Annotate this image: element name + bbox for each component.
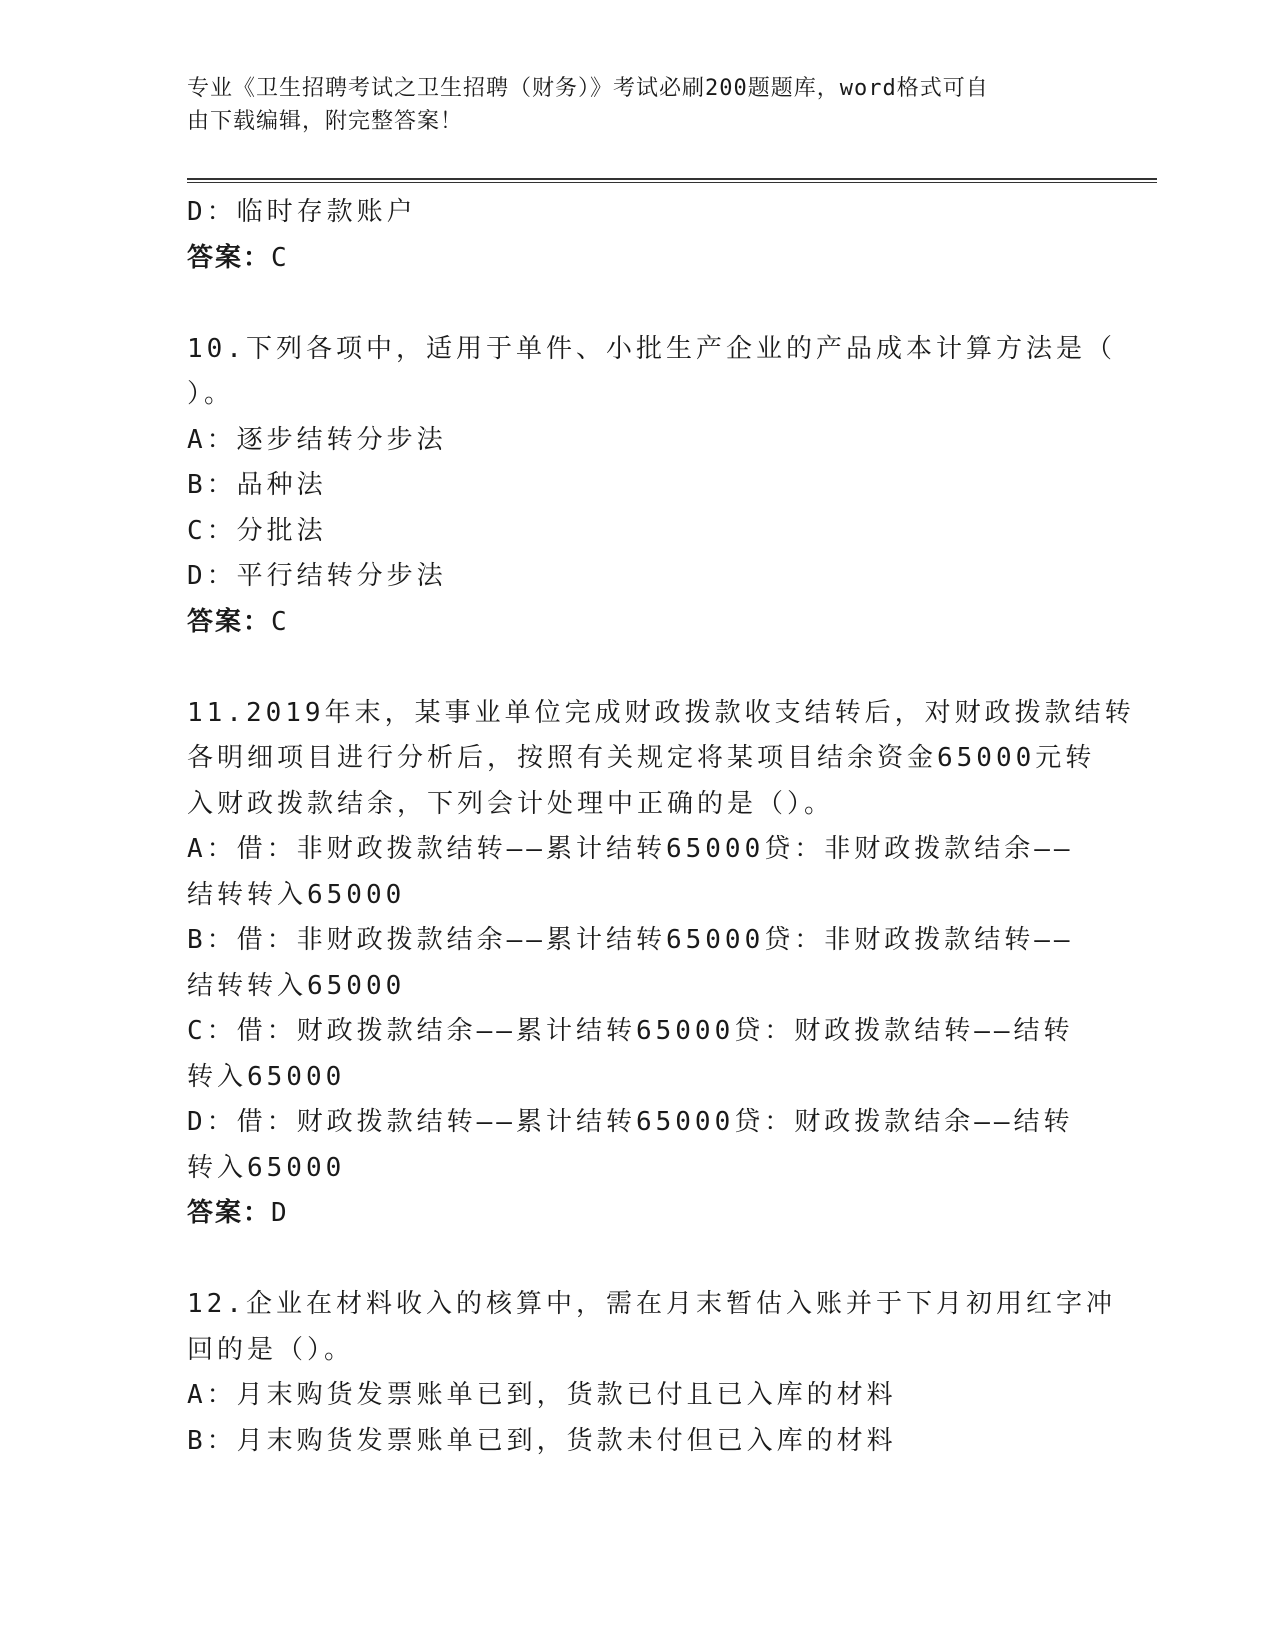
option-b-cont: 结转转入65000	[187, 970, 406, 1001]
answer-value: D	[271, 1198, 289, 1228]
option-a: A：月末购货发票账单已到，货款已付且已入库的材料	[187, 1380, 897, 1410]
header-divider	[187, 178, 1157, 183]
option-c: C：分批法	[187, 515, 327, 546]
answer-line	[187, 1191, 1087, 1237]
option-c-cont: 转入65000	[187, 1061, 346, 1092]
question-11-text-cont: 各明细项目进行分析后，按照有关规定将某项目结余资金65000元转	[187, 743, 1096, 773]
answer-value: C	[271, 242, 289, 273]
question-12-text: 12.企业在材料收入的核算中，需在月末暂估入账并于下月初用红字冲	[187, 1289, 1116, 1319]
answer-label: 答案：	[187, 1198, 272, 1228]
document-header	[187, 72, 1067, 138]
header-line-2: 由下载编辑，附完整答案！	[187, 109, 464, 134]
option-b: B：品种法	[187, 470, 327, 500]
question-10-text-cont: ）。	[187, 379, 235, 409]
option-b: B：月末购货发票账单已到，货款未付但已入库的材料	[187, 1425, 897, 1456]
option-a: A：逐步结转分步法	[187, 424, 447, 455]
answer-line	[187, 600, 1087, 646]
option-a-cont: 结转转入65000	[187, 879, 406, 910]
option-d: D：临时存款账户	[187, 197, 417, 227]
answer-label: 答案：	[187, 606, 272, 637]
answer-line	[187, 236, 1087, 282]
option-d-cont: 转入65000	[187, 1152, 346, 1183]
spacer	[187, 645, 1087, 691]
option-a: A：借：非财政拨款结转——累计结转65000贷：非财政拨款结余——	[187, 834, 1074, 864]
header-line-1: 专业《卫生招聘考试之卫生招聘（财务）》考试必刷200题题库，word格式可自	[187, 76, 989, 101]
option-b: B：借：非财政拨款结余——累计结转65000贷：非财政拨款结转——	[187, 925, 1074, 955]
question-12-text-cont: 回的是（）。	[187, 1334, 355, 1365]
question-10-text: 10.下列各项中，适用于单件、小批生产企业的产品成本计算方法是（	[187, 333, 1116, 364]
answer-value: C	[271, 606, 289, 637]
answer-label: 答案：	[187, 242, 272, 273]
option-c: C：借：财政拨款结余——累计结转65000贷：财政拨款结转——结转	[187, 1016, 1074, 1046]
question-11-text-cont: 入财政拨款结余，下列会计处理中正确的是（）。	[187, 788, 835, 819]
question-11-text: 11.2019年末，某事业单位完成财政拨款收支结转后，对财政拨款结转	[187, 697, 1135, 728]
spacer	[187, 1237, 1087, 1283]
option-d: D：平行结转分步法	[187, 561, 447, 591]
option-d: D：借：财政拨款结转——累计结转65000贷：财政拨款结余——结转	[187, 1107, 1074, 1137]
spacer	[187, 281, 1087, 327]
question-content	[187, 190, 1135, 1464]
